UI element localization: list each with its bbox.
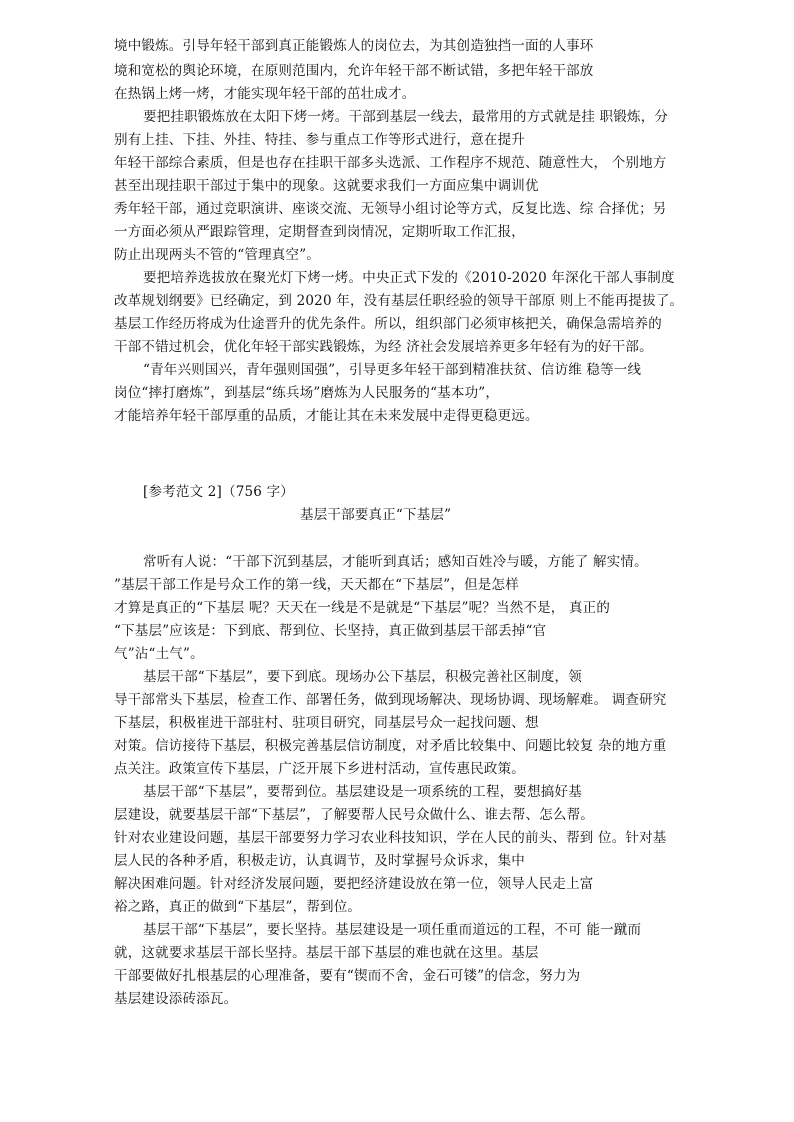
paragraph-line: 要把挂职锻炼放在太阳下烤一烤。干部到基层一线去，最常用的方式就是挂 职锻炼，分 (143, 109, 669, 125)
paragraph-line: 基层干部“下基层”，要长坚持。基层建设是一项任重而道远的工程，不可 能一蹴而 (143, 922, 642, 938)
paragraph-line: 下基层，积极崔进干部驻村、驻项目研究，同基层号众一起找问题、想 (114, 715, 539, 731)
paragraph-line: 导干部常头下基层，检查工作、部署任务，做到现场解决、现场协调、现场解难。 调查研究 (114, 692, 667, 708)
paragraph-line: 境和宽松的舆论环境，在原则范围内，允许年轻干部不断试错，多把年轻干部放 (114, 63, 594, 79)
paragraph-line: 点关注。政策宣传下基层，广泛开展下乡进村活动，宣传惠民政策。 (114, 761, 525, 777)
paragraph-line: “下基层”应该是：下到底、帮到位、长坚持，真正做到基层干部丢掉“官 (114, 623, 547, 639)
paragraph-line: 层建设，就要基层干部“下基层”，了解要帮人民号众做什么、谁去帮、怎么帮。 (114, 807, 595, 823)
paragraph-line: 要把培养选拔放在聚光灯下烤一烤。中央正式下发的《2010-2020 年深化干部人事制度 (143, 270, 675, 286)
paragraph-line: 才能培养年轻干部厚重的品质，才能让其在未来发展中走得更稳更远。 (114, 408, 539, 424)
paragraph-line: 常听有人说：“干部下沉到基层，才能听到真话；感知百姓冷与暖，方能了 解实情。 (143, 554, 648, 570)
paragraph-line: 针对农业建设问题，基层干部要努力学习农业科技知识，学在人民的前头、帮到 位。针对基 (114, 830, 667, 846)
paragraph-line: 干部要做好扎根基层的心理准备，要有“锲而不舍，金石可镂”的信念，努力为 (114, 968, 581, 984)
paragraph-line: 层人民的各种矛盾，积极走访，认真调节，及时掌握号众诉求，集中 (114, 853, 525, 869)
paragraph-line: 防止出现两头不管的“管理真空”。 (114, 247, 321, 263)
paragraph-line: 干部不错过机会，优化年轻干部实践锻炼，为经 济社会发展培养更多年轻有为的好干部。 (114, 339, 653, 355)
paragraph-line: 别有上挂、下挂、外挂、特挂、参与重点工作等形式进行，意在提升 (114, 132, 525, 148)
paragraph-line: 年轻干部综合素质，但是也存在挂职干部多头选派、工作程序不规范、随意性大， 个别地方 (114, 155, 667, 171)
paragraph-line: “青年兴则国兴，青年强则国强”，引导更多年轻干部到精准扶贫、信访维 稳等一线 (143, 362, 642, 378)
paragraph-line: 裕之路，真正的做到“下基层”，帮到位。 (114, 899, 362, 915)
paragraph-line: 岗位“摔打磨炼”，到基层“练兵场”磨炼为人民服务的“基本功”， (114, 385, 500, 401)
paragraph-line: 甚至出现挂职干部过于集中的现象。这就要求我们一方面应集中调训优 (114, 178, 539, 194)
paragraph-line: 对策。信访接待下基层，积极完善基层信访制度，对矛盾比较集中、问题比较复 杂的地方重 (114, 738, 667, 754)
essay-title: 基层干部要真正“下基层” (300, 507, 452, 523)
paragraph-line: 基层工作经历将成为仕途晋升的优先条件。所以，组织部门必须审核把关，确保急需培养的 (114, 316, 662, 332)
paragraph-line: 境中锻炼。引导年轻干部到真正能锻炼人的岗位去，为其创造独挡一面的人事环 (114, 38, 594, 54)
paragraph-line: 在热锅上烤一烤，才能实现年轻干部的茁壮成才。 (114, 86, 416, 102)
paragraph-line: 解决困难问题。针对经济发展问题，要把经济建设放在第一位，领导人民走上富 (114, 876, 594, 892)
paragraph-line: 一方面必须从严跟踪管理，定期督查到岗情况，定期听取工作汇报， (114, 224, 525, 240)
paragraph-line: 基层干部“下基层”，要下到底。现场办公下基层，积极完善社区制度，领 (143, 669, 582, 685)
paragraph-line: 气”沾“土气”。 (114, 646, 204, 662)
paragraph-line: 就，这就要求基层干部长坚持。基层干部下基层的难也就在这里。基层 (114, 945, 539, 961)
paragraph-line: 基层建设添砖添瓦。 (114, 991, 238, 1007)
paragraph-line: 基层干部“下基层”，要帮到位。基层建设是一项系统的工程，要想搞好基 (143, 784, 582, 800)
paragraph-line: 改革规划纲要》已经确定，到 2020 年，没有基层任职经验的领导干部原 则上不能再提拔了。 (114, 293, 684, 309)
reference-label: [参考范文 2]（756 字） (143, 484, 294, 500)
paragraph-line: 才算是真正的“下基层 呢？天天在一线是不是就是“下基层”呢？当然不是， 真正的 (114, 600, 611, 616)
paragraph-line: ”基层干部工作是号众工作的第一线，天天都在“下基层”，但是怎样 (114, 577, 519, 593)
paragraph-line: 秀年轻干部，通过竞职演讲、座谈交流、无领导小组讨论等方式，反复比选、综 合择优；另 (114, 201, 667, 217)
